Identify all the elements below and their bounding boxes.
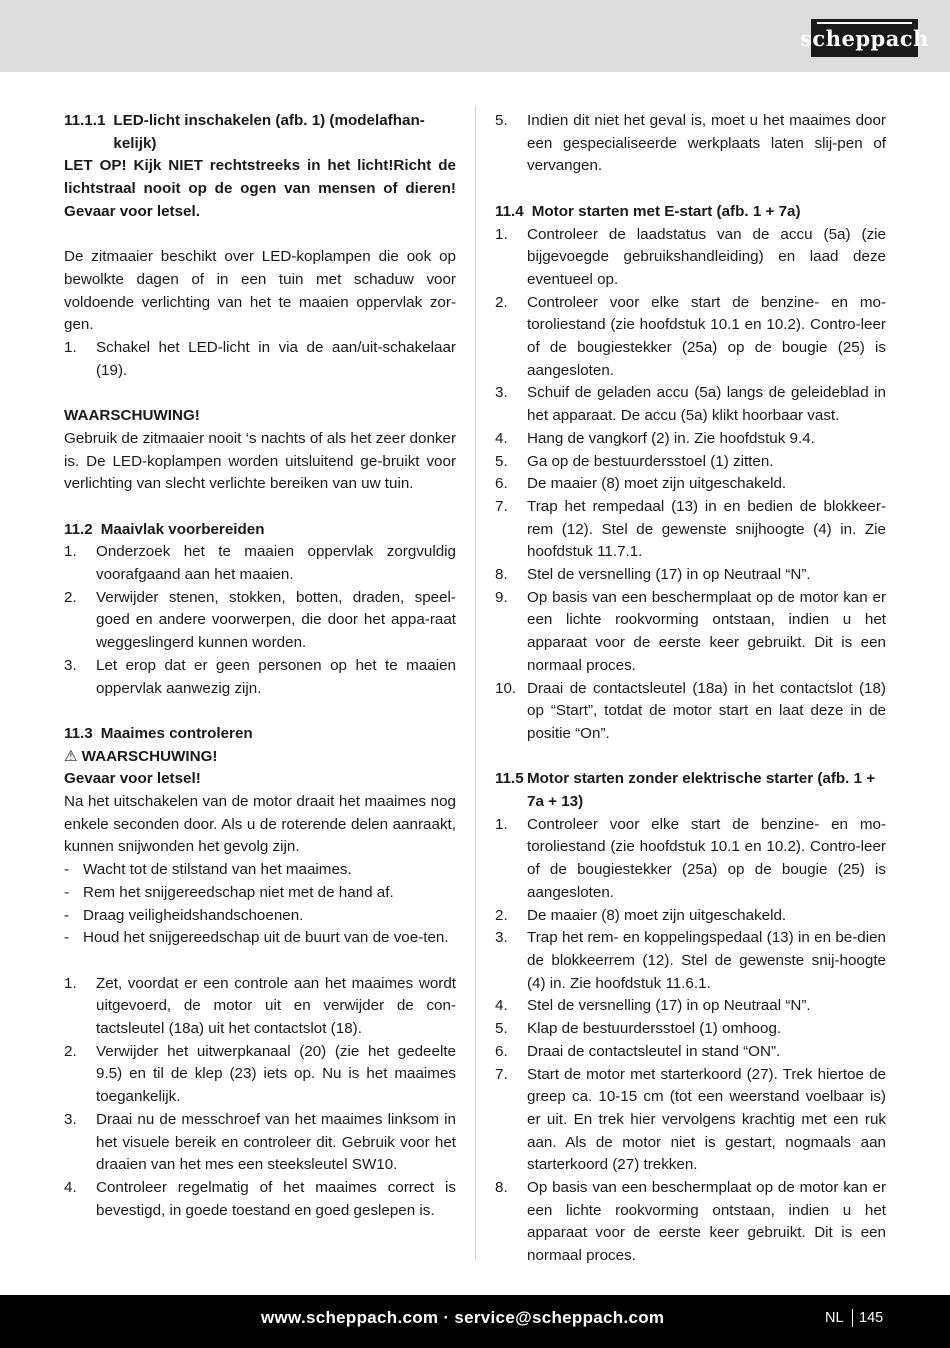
section-heading-11-3: 11.3 Maaimes controleren <box>64 724 253 742</box>
section-heading-11-4: 11.4 Motor starten met E-start (afb. 1 + 7a) <box>495 202 801 220</box>
list-item: 5. Ga op de bestuurdersstoel (1) zitten. <box>495 452 774 470</box>
section-heading-11-1-1 <box>64 110 456 155</box>
list-item: 9. Op basis van een beschermplaat op de motor kan er een lichte rookvorming ontstaan, indien u het apparaat voor de eerste keer gebruikt. Dit is een normaal proces. <box>495 588 886 674</box>
led-intro-paragraph: De zitmaaier beschikt over LED-koplampen die ook op bewolkte dagen of in een tuin met schaduw voor voldoende verlichting van het te maaien oppervlak zor-gen. <box>64 248 456 334</box>
warning-label: WAARSCHUWING! <box>64 407 200 425</box>
warning-triangle-icon: ⚠ <box>64 747 78 765</box>
list-item: 4. Hang de vangkorf (2) in. Zie hoofdstuk 9.4. <box>495 429 815 447</box>
list-item: 1. Schakel het LED-licht in via de aan/uit-schakelaar (19). <box>64 339 456 379</box>
list-item: 1. Controleer de laadstatus van de accu (5a) (zie bijgevoegde gebruikshandleiding) en laad deze eventueel op. <box>495 225 886 288</box>
maaimes-intro-paragraph: Na het uitschakelen van de motor draait het maaimes nog enkele seconden door. Als u de roterende delen aanraakt, kunnen snijwonden het gevolg zijn. <box>64 793 456 856</box>
section-number: 11.1.1 <box>64 112 106 129</box>
list-item: 3. Let erop dat er geen personen op het te maaien oppervlak aanwezig zijn. <box>64 656 456 697</box>
footer-bar <box>0 1295 950 1348</box>
dash-item: - Wacht tot de stilstand van het maaimes. <box>64 861 352 879</box>
list-item: 4. Controleer regelmatig of het maaimes correct is bevestigd, in goede toestand en goed geslepen is. <box>64 1178 456 1219</box>
list-item: 3. Schuif de geladen accu (5a) langs de geleideblad in het apparaat. De accu (5a) klikt hoorbaar vast. <box>495 384 886 425</box>
page-number: 145 <box>859 1310 884 1326</box>
list-item: 2. Verwijder stenen, stokken, botten, draden, speel-goed en andere voorwerpen, die door het appa-raat weggeslingerd kunnen worden. <box>64 588 456 652</box>
section-title: LED-licht inschakelen (afb. 1) (modelafhan-kelijk) <box>113 112 425 152</box>
dash-item: - Houd het snijgereedschap uit de buurt van de voe-ten. <box>64 929 449 947</box>
list-item: 7. Start de motor met starterkoord (27). Trek hiertoe de greep ca. 10-15 cm (tot een weerstand voelbaar is) er uit. En trek hier vervolgens krachtig met een ruk aan. Als de motor niet is gestart, nogmaals aan starterkoord (27) trekken. <box>495 1065 886 1174</box>
section-heading-11-2: 11.2 Maaivlak voorbereiden <box>64 520 265 538</box>
list-item: 2. De maaier (8) moet zijn uitgeschakeld. <box>495 906 787 924</box>
list-item: 7. Trap het rempedaal (13) in en bedien de blokkeer-rem (12). Stel de gewenste snijhoogte (4) in. Zie hoofdstuk 11.7.1. <box>495 497 886 561</box>
list-item: 10. Draai de contactsleutel (18a) in het contactslot (18) op “Start”, totdat de motor start en laat deze in de positie “On”. <box>495 679 886 742</box>
list-item: 3. Draai nu de messchroef van het maaimes linksom in het visuele bereik en controleer dit. Gebruik voor het draaien van het mes een steeksleutel SW10. <box>64 1110 456 1174</box>
list-item: 1. Zet, voordat er een controle aan het maaimes wordt uitgevoerd, de motor uit en verwijder de con-tactsleutel (18a) uit het contactslot (18). <box>64 974 456 1038</box>
list-item: 8. Op basis van een beschermplaat op de motor kan er een lichte rookvorming ontstaan, indien u het apparaat voor de eerste keer gebruikt. Dit is een normaal proces. <box>495 1179 886 1265</box>
list-item: 4. Stel de versnelling (17) in op Neutraal “N”. <box>495 997 811 1015</box>
section-heading-11-5: 11.5 Motor starten zonder elektrische starter (afb. 1 + 7a + 13) <box>495 770 876 811</box>
dash-item: - Rem het snijgereedschap niet met de hand af. <box>64 883 394 901</box>
list-item: 2. Verwijder het uitwerpkanaal (20) (zie het gedeelte 9.5) en til de klep (23) iets op. Nu is het maaimes toegankelijk. <box>64 1042 456 1106</box>
dash-item: - Draag veiligheidshandschoenen. <box>64 906 304 924</box>
footer-website-link[interactable]: www.scheppach.com · service@scheppach.com <box>261 1308 665 1327</box>
scheppach-logo: scheppach <box>811 19 918 57</box>
danger-text: Gevaar voor letsel! <box>64 770 201 788</box>
list-item: 2. Controleer voor elke start de benzine- en mo-toroliestand (zie hoofdstuk 10.1 en 10.2). Contro-leer of de bougiestekker (25a) op de bougie (25) is aangesloten. <box>495 293 886 379</box>
left-column <box>64 110 456 1222</box>
list-item: 5. Indien dit niet het geval is, moet u het maaimes door een gespecialiseerde werkplaats laten slij-pen of vervangen. <box>495 112 886 175</box>
caution-text: LET OP! Kijk NIET rechtstreeks in het licht!Richt de lichtstraal nooit op de ogen van mensen of dieren! Gevaar voor letsel. <box>64 157 456 220</box>
warning-paragraph: Gebruik de zitmaaier nooit ‘s nachts of als het zeer donker is. De LED-koplampen worden uitsluitend ge-bruikt voor verlichting van slecht verlichte bereiken van uw tuin. <box>64 429 456 493</box>
column-divider <box>475 106 476 1260</box>
list-item: 1. Controleer voor elke start de benzine- en mo-toroliestand (zie hoofdstuk 10.1 en 10.2). Contro-leer of de bougiestekker (25a) op de bougie (25) is aangesloten. <box>495 815 886 901</box>
list-item: 1. Onderzoek het te maaien oppervlak zorgvuldig voorafgaand aan het maaien. <box>64 543 456 584</box>
list-item: 8. Stel de versnelling (17) in op Neutraal “N”. <box>495 566 811 584</box>
list-item: 5. Klap de bestuurdersstoel (1) omhoog. <box>495 1020 782 1038</box>
warning-label: ⚠ WAARSCHUWING! <box>64 747 218 765</box>
footer-separator <box>852 1309 853 1327</box>
list-item: 6. Draai de contactsleutel in stand “ON”. <box>495 1042 781 1060</box>
list-item: 6. De maaier (8) moet zijn uitgeschakeld. <box>495 475 787 493</box>
right-column <box>495 110 886 1268</box>
language-code: NL <box>825 1310 844 1326</box>
list-item: 3. Trap het rem- en koppelingspedaal (13) in en be-dien de blokkeerrem (12). Stel de gewenste snij-hoogte (4) in. Zie hoofdstuk 11.6.1. <box>495 929 886 992</box>
